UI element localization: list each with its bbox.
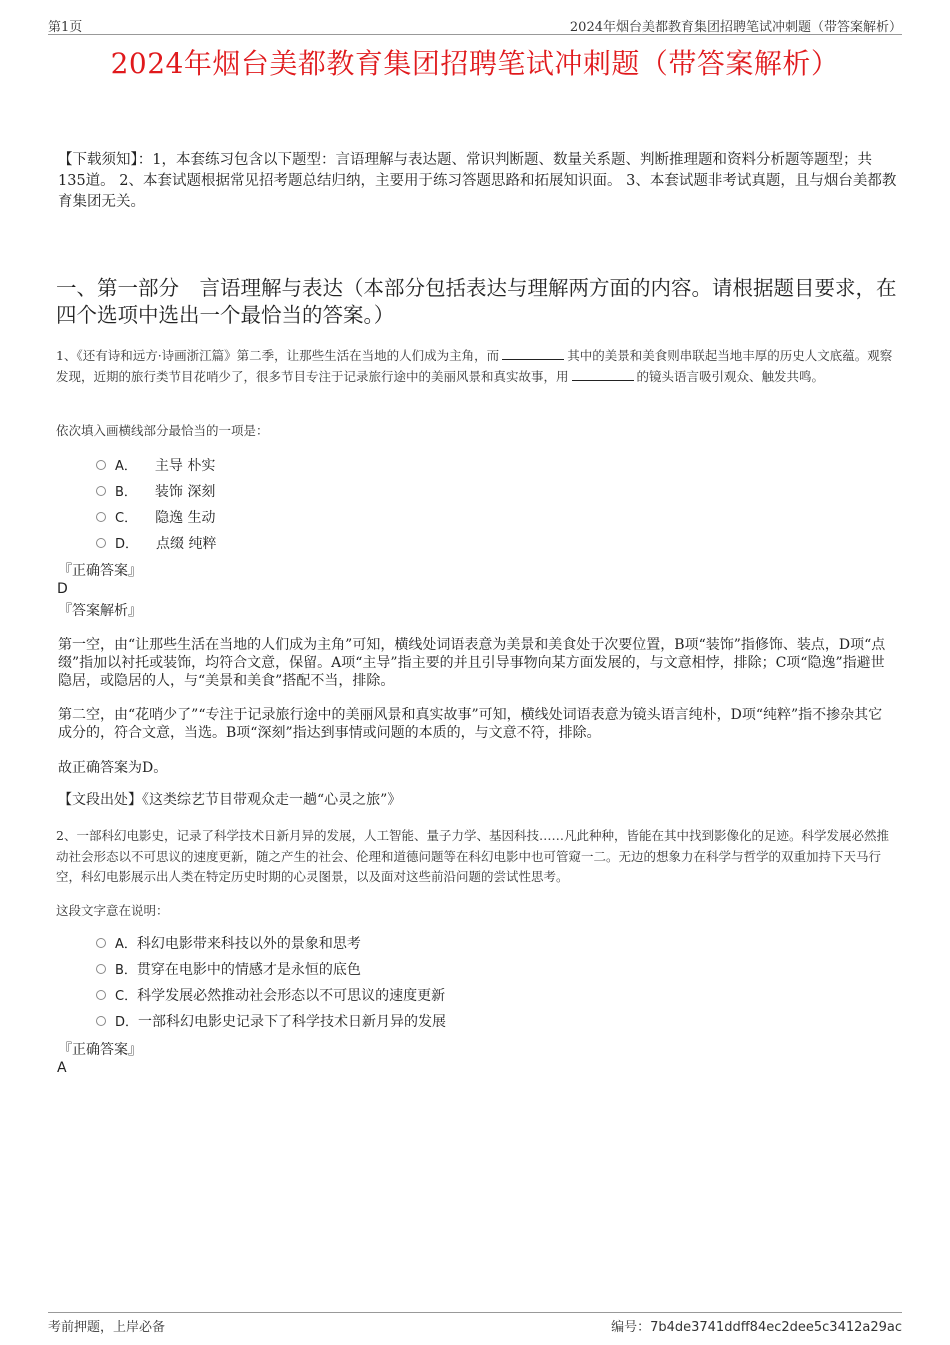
answer-value: A xyxy=(57,1060,67,1076)
option-text: 贯穿在电影中的情感才是永恒的底色 xyxy=(136,962,361,978)
option-letter: C． xyxy=(115,989,138,1004)
answer-value: D xyxy=(57,581,68,597)
page-header xyxy=(48,14,902,35)
question-2-text: 2、一部科幻电影史，记录了科学技术日新月异的发展，人工智能、量子力学、基因科技……凡此种种，皆能在其中找到影像化的足迹。科学发展必然推动社会形态以不可思议的速度更新，随之产生的社会、伦理和道德问题等在科幻电影中也可管窥一二。无边的想象力在科学与哲学的双重加持下天马行空，科幻电影展示出人类在特定历史时期的心灵图景，以及面对这些前沿问题的尝试性思考。 xyxy=(56,828,889,884)
radio-icon[interactable] xyxy=(96,460,106,470)
fill-blank xyxy=(502,347,564,360)
question-1-text-part: 的镜头语言吸引观众、触发共鸣。 xyxy=(636,368,825,384)
option-a[interactable] xyxy=(96,453,216,479)
option-c[interactable] xyxy=(96,983,446,1009)
radio-icon[interactable] xyxy=(96,938,106,948)
analysis-label: 『答案解析』 xyxy=(58,603,142,619)
answer-label: 『正确答案』 xyxy=(58,563,142,579)
option-d[interactable] xyxy=(96,1009,446,1035)
question-1-options xyxy=(96,453,216,557)
option-text: 一部科幻电影史记录下了科学技术日新月异的发展 xyxy=(138,1014,447,1030)
option-letter: B． xyxy=(115,963,137,978)
option-c[interactable] xyxy=(96,505,216,531)
option-letter: A． xyxy=(115,459,137,474)
question-2-prompt: 这段文字意在说明： xyxy=(56,903,169,918)
question-1-prompt: 依次填入画横线部分最恰当的一项是： xyxy=(56,423,269,438)
analysis-paragraph-2: 第二空，由“花哨少了”“专注于记录旅行途中的美丽风景和真实故事”可知，横线处词语表意为镜头语言纯朴，D项“纯粹”指不掺杂其它成分的，符合文意，当选。B项“深刻”指达到事情或问题的本质的，与文意不符，排除。 xyxy=(58,707,883,741)
radio-icon[interactable] xyxy=(96,964,106,974)
option-text: 装饰 深刻 xyxy=(154,484,216,500)
option-a[interactable] xyxy=(96,931,446,957)
option-letter: A． xyxy=(115,937,137,952)
question-1-text-part: 其中的美景和美食则串联起当地丰厚的历史人文底蕴。观察发现，近期的旅行类节目花哨少了，很多节目专注于记录旅行途中的美丽风景和真实故事，用 xyxy=(56,348,893,384)
radio-icon[interactable] xyxy=(96,990,106,1000)
option-text: 主导 朴实 xyxy=(154,458,216,474)
footer-code xyxy=(611,1316,902,1335)
question-1-text xyxy=(56,346,898,387)
text-source: 【文段出处】《这类综艺节目带观众走一趟“心灵之旅”》 xyxy=(58,792,402,808)
question-1-text-part: 1、《还有诗和远方·诗画浙江篇》第二季，让那些生活在当地的人们成为主角，而 xyxy=(56,348,500,363)
radio-icon[interactable] xyxy=(96,486,106,496)
question-2-options xyxy=(96,931,446,1035)
radio-icon[interactable] xyxy=(96,538,106,548)
option-letter: D． xyxy=(115,1015,139,1030)
page-number: 第1页 xyxy=(48,20,83,35)
page-footer xyxy=(48,1312,902,1335)
option-b[interactable] xyxy=(96,957,446,983)
option-text: 点缀 纯粹 xyxy=(156,536,217,552)
option-text: 科学发展必然推动社会形态以不可思议的速度更新 xyxy=(137,988,446,1004)
answer-label: 『正确答案』 xyxy=(58,1042,142,1058)
option-letter: D． xyxy=(115,537,139,552)
option-d[interactable] xyxy=(96,531,216,557)
header-doc-title: 2024年烟台美都教育集团招聘笔试冲刺题（带答案解析） xyxy=(569,20,902,35)
option-letter: B． xyxy=(115,485,137,500)
fill-blank xyxy=(572,368,634,381)
download-notice: 【下载须知】：1，本套练习包含以下题型：言语理解与表达题、常识判断题、数量关系题、判断推理题和资料分析题等题型；共135道。 2、本套试题根据常见招考题总结归纳，主要用于练习答题思路和拓展知识面。 3、本套试题非考试真题，且与烟台美都教育集团无关。 xyxy=(58,152,897,210)
radio-icon[interactable] xyxy=(96,512,106,522)
section-title: 一、第一部分 言语理解与表达（本部分包括表达与理解两方面的内容。请根据题目要求，在四个选项中选出一个最恰当的答案。） xyxy=(56,276,897,327)
option-text: 隐逸 生动 xyxy=(155,510,216,526)
footer-slogan: 考前押题，上岸必备 xyxy=(48,1320,166,1335)
analysis-paragraph-1: 第一空，由“让那些生活在当地的人们成为主角”可知，横线处词语表意为美景和美食处于次要位置，B项“装饰”指修饰、装点，D项“点缀”指加以衬托或装饰，均符合文意，保留。A项“主导”指主要的并且引导事物向某方面发展的，与文意相悖，排除；C项“隐逸”指避世隐居，或隐居的人，与“美景和美食”搭配不当，排除。 xyxy=(58,637,886,689)
footer-code-label: 编号： xyxy=(611,1320,651,1335)
analysis-conclusion: 故正确答案为D。 xyxy=(58,760,168,776)
option-letter: C． xyxy=(115,511,138,526)
option-b[interactable] xyxy=(96,479,216,505)
document-title: 2024年烟台美都教育集团招聘笔试冲刺题（带答案解析） xyxy=(110,47,840,80)
option-text: 科幻电影带来科技以外的景象和思考 xyxy=(136,936,361,952)
radio-icon[interactable] xyxy=(96,1016,106,1026)
footer-code-value: 7b4de3741ddff84ec2dee5c3412a29ac xyxy=(650,1320,902,1335)
